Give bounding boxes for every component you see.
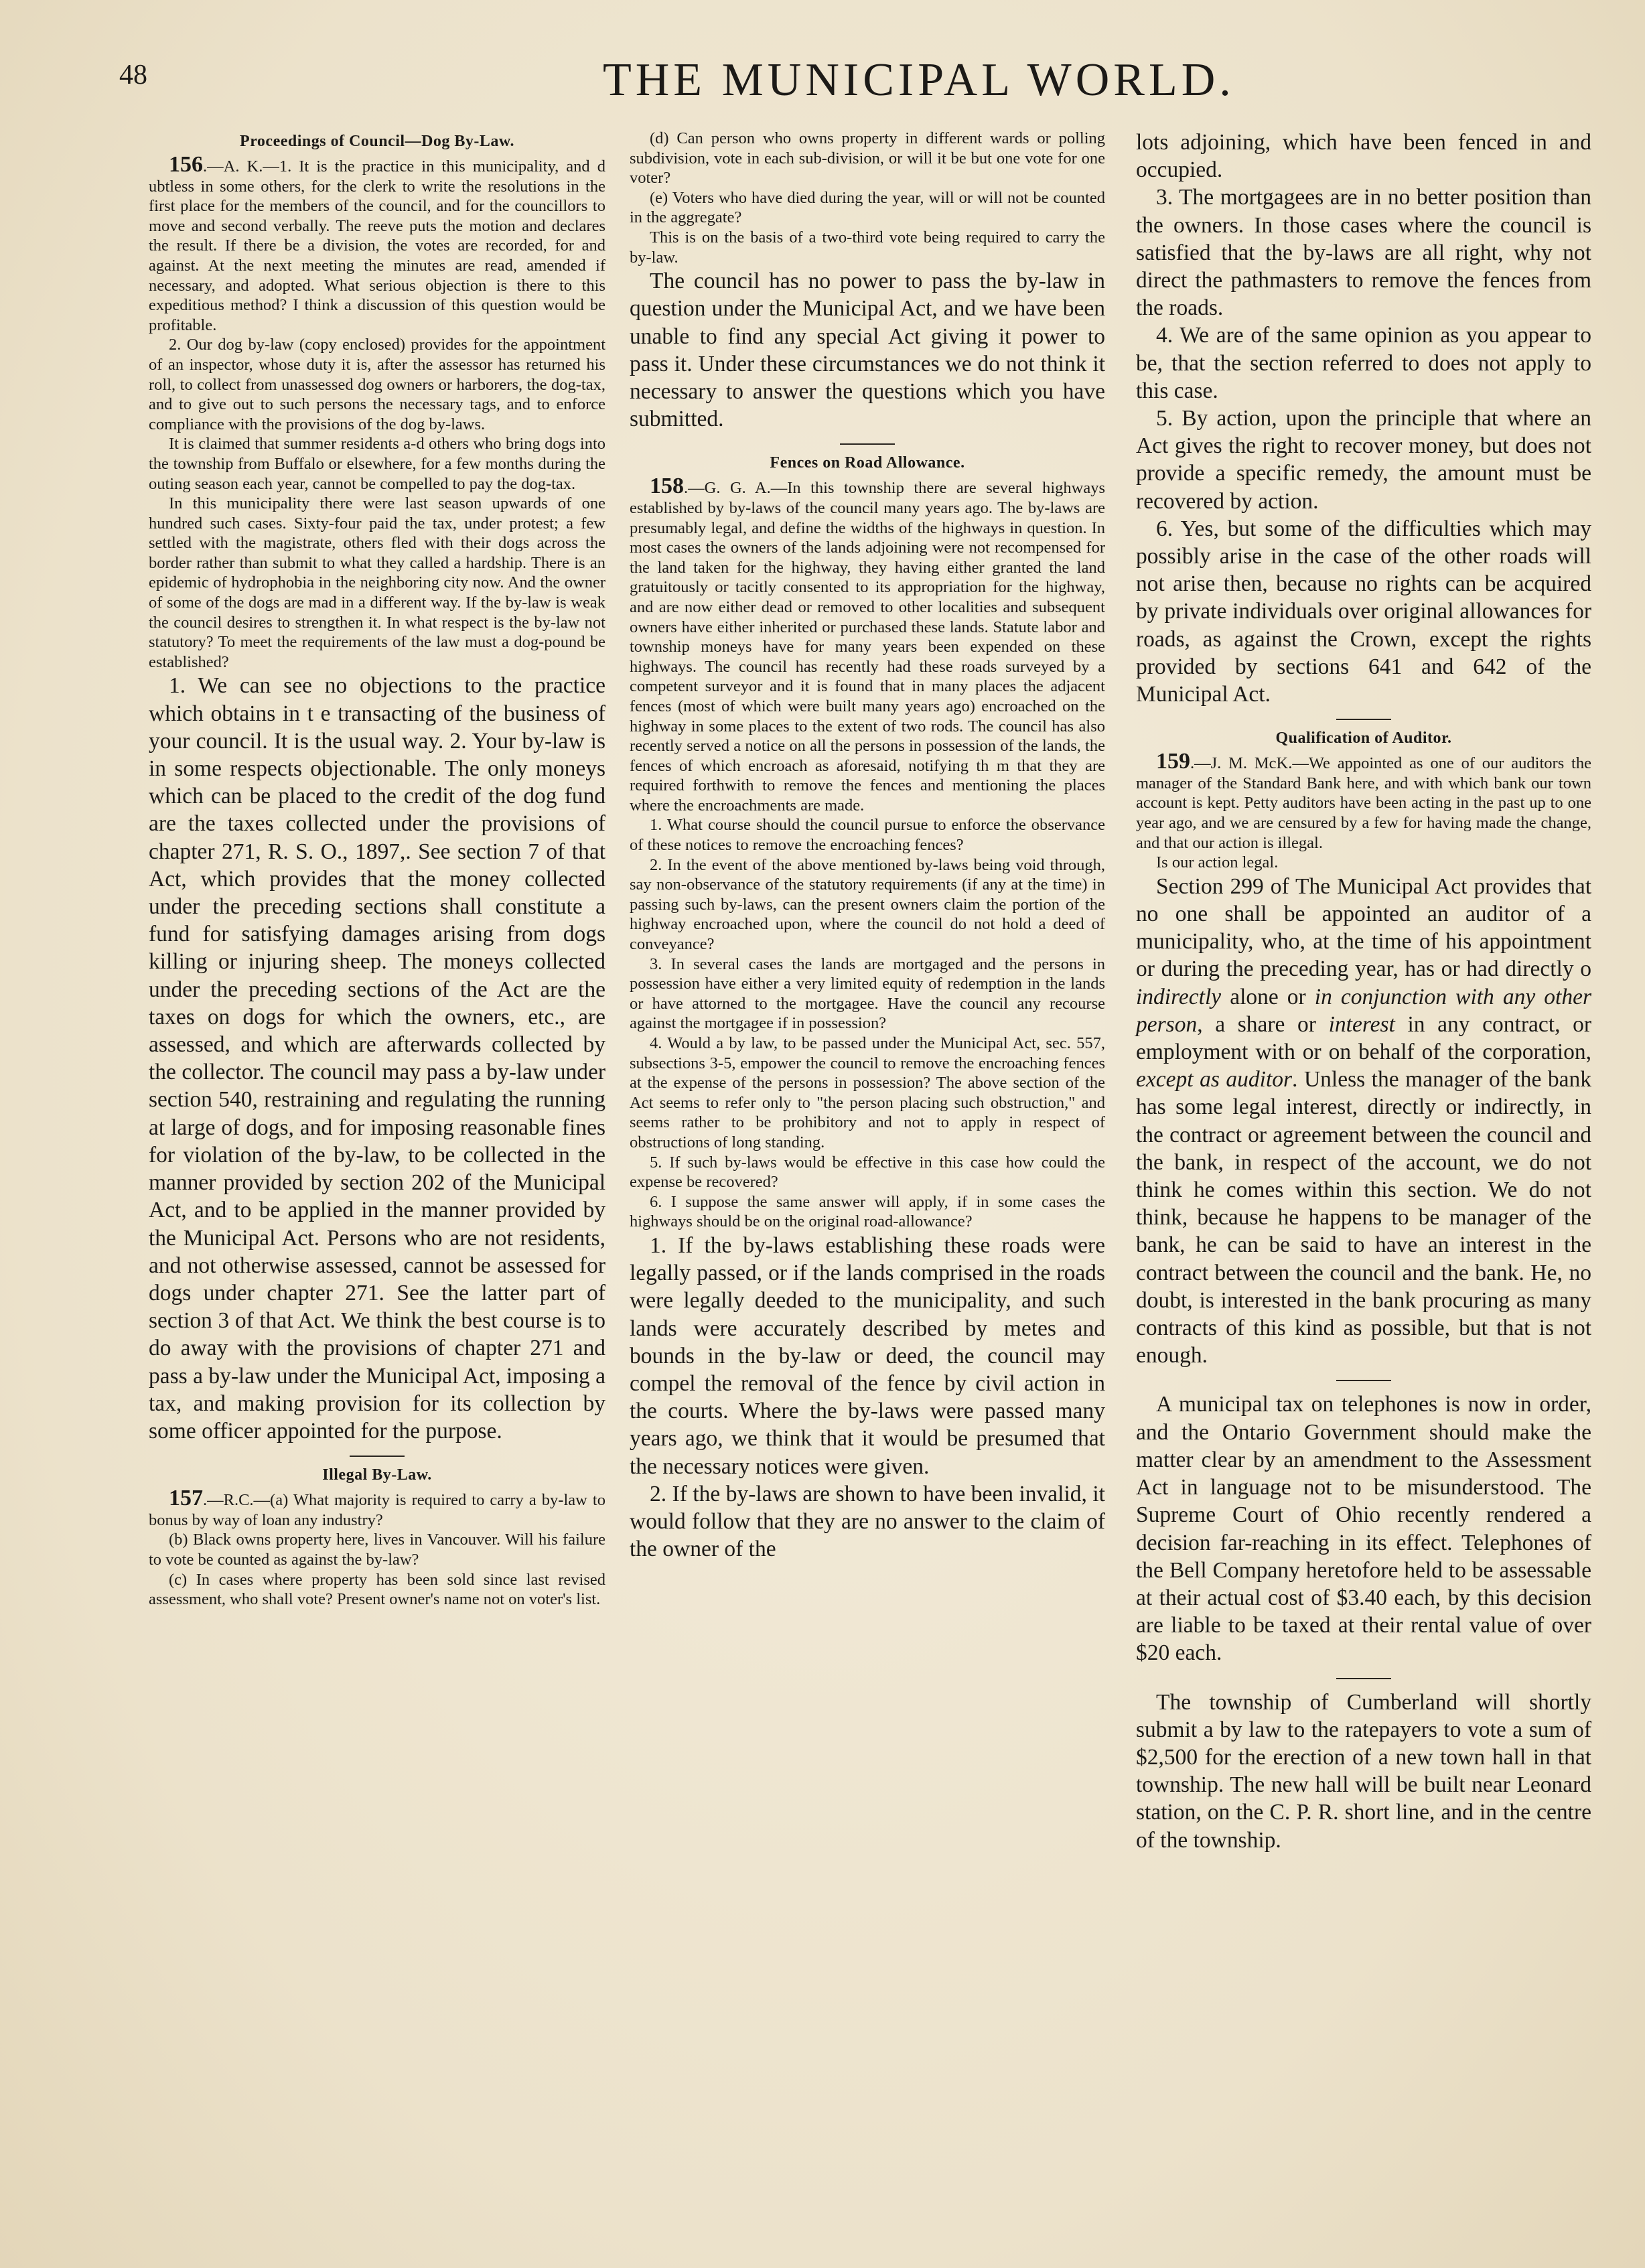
masthead-title: THE MUNICIPAL WORLD. xyxy=(603,54,1235,106)
column-1 xyxy=(149,129,605,1610)
question-text: .—J. M. McK.—We appointed as one of our auditors the manager of the Standard Bank here, and with which bank our town account is kept. Petty auditors have been acting in the past up to one year ago, and we are censured by a few for having made the change, and that our action is illegal. xyxy=(1136,754,1591,852)
paragraph: Is our action legal. xyxy=(1156,853,1279,872)
paragraph: In this municipality there were last season upwards of one hundred such cases. Sixty-four paid the tax, under protest; a few settled with the magistrate, others fled with their dogs across the border rather than submit to what they called a hardship. There is an epidemic of hydrophobia in the neighboring city now. And the owner of some of the dogs are mad in a different way. If the by-law is weak the council desires to strengthen it. In what respect is the by-law not statutory? To meet the requirements of the law must a dog-pound be established? xyxy=(149,494,605,671)
column-3 xyxy=(1136,129,1591,1854)
question-159 xyxy=(1136,749,1591,853)
paragraph: (c) In cases where property has been sold since last revised assessment, who shall vote? Present owner's name not on voter's list. xyxy=(149,1570,605,1609)
emphasis-text: in conjunction with any other person xyxy=(1136,984,1591,1037)
answer-157: The council has no power to pass the by-law in question under the Municipal Act, and we have been unable to find any special Act giving it power to pass it. Under these circumstances we do not think it necessary to answer the questions which you have submitted. xyxy=(630,269,1105,432)
emphasis-text: except as auditor xyxy=(1136,1067,1293,1092)
section-divider xyxy=(840,443,895,445)
paragraph: 3. In several cases the lands are mortgaged and the persons in possession have either a very limited equity of redemption in the lands or have attorned to the mortgagee. Have the council any recourse against the mortgagee if in possession? xyxy=(630,954,1105,1033)
question-157 xyxy=(149,1488,605,1530)
paragraph: (d) Can person who owns property in different wards or polling subdivision, vote in each sub-division, or will it be but one vote for one voter? xyxy=(630,129,1105,188)
answer-158-part-2: 2. If the by-laws are shown to have been invalid, it would follow that they are no answer to the claim of the owner of the xyxy=(630,1481,1105,1562)
paragraph: 1. What course should the council pursue to enforce the observance of these notices to remove the encroaching fences? xyxy=(630,816,1105,855)
section-divider xyxy=(1336,719,1391,720)
answer-text: in any contract, or employment with or on behalf of the corporation, xyxy=(1136,1011,1591,1065)
paragraph: 4. Would a by law, to be passed under the Municipal Act, sec. 557, subsections 3-5, empower the council to remove the encroaching fences at the expense of the persons in possession? The above section of the Act seems to refer only to "the person placing such obstruction," and seems rather to be prohibitory and not to apply in respect of obstructions of long standing. xyxy=(630,1034,1105,1151)
answer-text: , a share or xyxy=(1197,1011,1329,1037)
page-number: 48 xyxy=(119,60,147,90)
question-156 xyxy=(149,152,605,335)
paragraph: 6. I suppose the same answer will apply, if in some cases the highways should be on the original road-allowance? xyxy=(630,1192,1105,1231)
question-text: .—R.C.—(a) What majority is required to carry a by-law to bonus by way of loan any industry? xyxy=(149,1491,605,1529)
question-number: 159 xyxy=(1156,749,1190,774)
paragraph: 2. Our dog by-law (copy enclosed) provides for the appointment of an inspector, whose duty it is, after the assessor has returned his roll, to collect from unassessed dog owners or harborers, the dog-tax, and to give out to such persons the necessary tags, and to enforce compliance with the provisions of the dog by-laws. xyxy=(149,336,605,433)
question-158 xyxy=(630,476,1105,815)
question-number: 158 xyxy=(650,474,684,499)
section-divider xyxy=(1336,1678,1391,1679)
paragraph: lots adjoining, which have been fenced in and occupied. xyxy=(1136,130,1591,183)
news-note-town-hall: The township of Cumberland will shortly submit a by law to the ratepayers to vote a sum of $2,500 for the erection of a new town hall in that township. The new hall will be built near Leonard station, on the C. P. R. short line, and in the centre of the township. xyxy=(1136,1689,1591,1853)
paragraph: 5. If such by-laws would be effective in this case how could the expense be recovered? xyxy=(630,1153,1105,1192)
paragraph: 3. The mortgagees are in no better position than the owners. In those cases where the council is satisfied that the by-laws are all right, why not direct the pathmasters to remove the fences from the roads. xyxy=(1136,185,1591,321)
heading-illegal-bylaw: Illegal By-Law. xyxy=(322,1466,432,1484)
paragraph: This is on the basis of a two-third vote being required to carry the by-law. xyxy=(630,228,1105,267)
heading-dog-bylaw: Proceedings of Council—Dog By-Law. xyxy=(240,133,514,150)
answer-text: . Unless the manager of the bank has some legal interest, directly or indirectly, in the contract or agreement between the council and the bank, in respect of the account, we do not think he comes within this section. We do not think, because he happens to be manager of the bank, he can be said to have an interest in the contract between the council and the bank. He, no doubt, is interested in the bank procuring as many contracts of this kind as possible, but that is not enough. xyxy=(1136,1067,1591,1368)
paragraph: (e) Voters who have died during the year, will or will not be counted in the aggregate? xyxy=(630,188,1105,227)
answer-158-part-1: 1. If the by-laws establishing these roads were legally passed, or if the lands comprised in the roads were legally deeded to the municipality, and such lands were accurately described by metes and bounds in the by-law or deed, the council may compel the removal of the fence by civil action in the courts. Where the by-laws were passed many years ago, we think that it would be presumed that the necessary notices were given. xyxy=(630,1232,1105,1479)
question-text: .—G. G. A.—In this township there are several highways established by by-laws of the council many years ago. The by-laws are presumably legal, and define the widths of the highways in question. In most cases the owners of the lands adjoining were not recompensed for the land taken for the highway, they having either granted the land gratuitously or tacitly consented to its appropriation for the highway, and are now either dead or removed to other localities and subsequent owners have either inherited or purchased these lands. Statute labor and township moneys have for many years been expended on these highways. The council has recently had these roads surveyed by a competent surveyor and it is found that in many places the adjacent fences (most of which were built many years ago) encroached on the highway in some places to the extent of two rods. The council has also recently served a notice on all the persons in possession of the lands, the fences of which encroach as aforesaid, notifying th m that they are required forthwith to remove the fences and mentioning the places where the encroachments are made. xyxy=(630,479,1105,814)
answer-text: Section 299 of The Municipal Act provides that no one shall be appointed an auditor of a municipality, who, at the time of his appointment or during the preceding year, has or had directly o xyxy=(1136,873,1591,982)
paragraph: 6. Yes, but some of the difficulties which may possibly arise in the case of the other roads will not arise then, because no rights can be acquired by private individuals over original allowances for roads, as against the Crown, except the rights provided by sections 641 and 642 of the Municipal Act. xyxy=(1136,516,1591,707)
heading-auditor: Qualification of Auditor. xyxy=(1275,729,1452,748)
column-2 xyxy=(630,129,1105,1563)
paragraph: It is claimed that summer residents a-d others who bring dogs into the township from Buffalo or elsewhere, for a few months during the outing season each year, cannot be compelled to pay the dog-tax. xyxy=(149,435,605,493)
answer-156: 1. We can see no objections to the practice which obtains in t e transacting of the business of your council. It is the usual way. 2. Your by-law is in some respects objectionable. The only moneys which can be placed to the credit of the dog fund are the taxes collected under the provisions of chapter 271, R. S. O., 1897,. See section 7 of that Act, which provides that the money collected under the preceding sections shall constitute a fund for satisfying damages arising from dogs killing or injuring sheep. The moneys collected under the preceding sections of the Act are the taxes on dogs for which the owners, etc., are assessed, and which are afterwards collected by the collector. The council may pass a by-law under section 540, restraining and regulating the running at large of dogs, and for imposing reasonable fines for violation of the by-law, to be collected in the manner provided by section 202 of the Municipal Act, and to be applied in the manner provided by the Municipal Act. Persons who are not residents, and not otherwise assessed, cannot be assessed for dogs under chapter 271. See the latter part of section 3 of that Act. We think the best course is to do away with the provisions of chapter 271 and pass a by-law under the Municipal Act, imposing a tax, and making provision for its collection by some officer appointed for the purpose. xyxy=(149,673,605,1443)
question-number: 156 xyxy=(169,152,203,177)
section-divider xyxy=(1336,1380,1391,1381)
paragraph: (b) Black owns property here, lives in Vancouver. Will his failure to vote be counted as against the by-law? xyxy=(149,1531,605,1569)
emphasis-text: indirectly xyxy=(1136,984,1222,1009)
answer-text: alone or xyxy=(1221,984,1315,1009)
question-number: 157 xyxy=(169,1486,203,1511)
heading-fences: Fences on Road Allowance. xyxy=(770,454,965,472)
paragraph: 2. In the event of the above mentioned by-laws being void through, say non-observance of the statutory requirements (if any at the time) in passing such by-laws, can the present owners claim the portion of the highway encroached upon, where the council do not hold a deed of conveyance? xyxy=(630,855,1105,954)
news-note-telephones: A municipal tax on telephones is now in order, and the Ontario Government should make the matter clear by an amendment to the Assessment Act in language not to be misunderstood. The Supreme Court of Ohio recently rendered a decision far-reaching in its effect. Telephones of the Bell Company heretofore held to be assessable at their actual cost of $3.40 each, by this decision are liable to be taxed at their rental value of over $20 each. xyxy=(1136,1392,1591,1666)
paragraph: 5. By action, upon the principle that where an Act gives the right to recover money, but does not provide a specific remedy, the amount must be recovered by action. xyxy=(1136,406,1591,514)
answer-159 xyxy=(1136,873,1591,1370)
question-text: .—A. K.—1. It is the practice in this municipality, and d ubtless in some others, for the clerk to write the resolutions in the first place for the members of the council, and for the councillors to move and second verbally. The reeve puts the motion and declares the result. If there be a division, the votes are recorded, for and against. At the next meeting the minutes are read, amended if necessary, and adopted. What serious objection is there to this expeditious method? I think a discussion of this question would be profitable. xyxy=(149,157,605,334)
paragraph: 4. We are of the same opinion as you appear to be, that the section referred to does not apply to this case. xyxy=(1136,323,1591,403)
section-divider xyxy=(350,1456,405,1457)
emphasis-text: interest xyxy=(1328,1011,1395,1037)
